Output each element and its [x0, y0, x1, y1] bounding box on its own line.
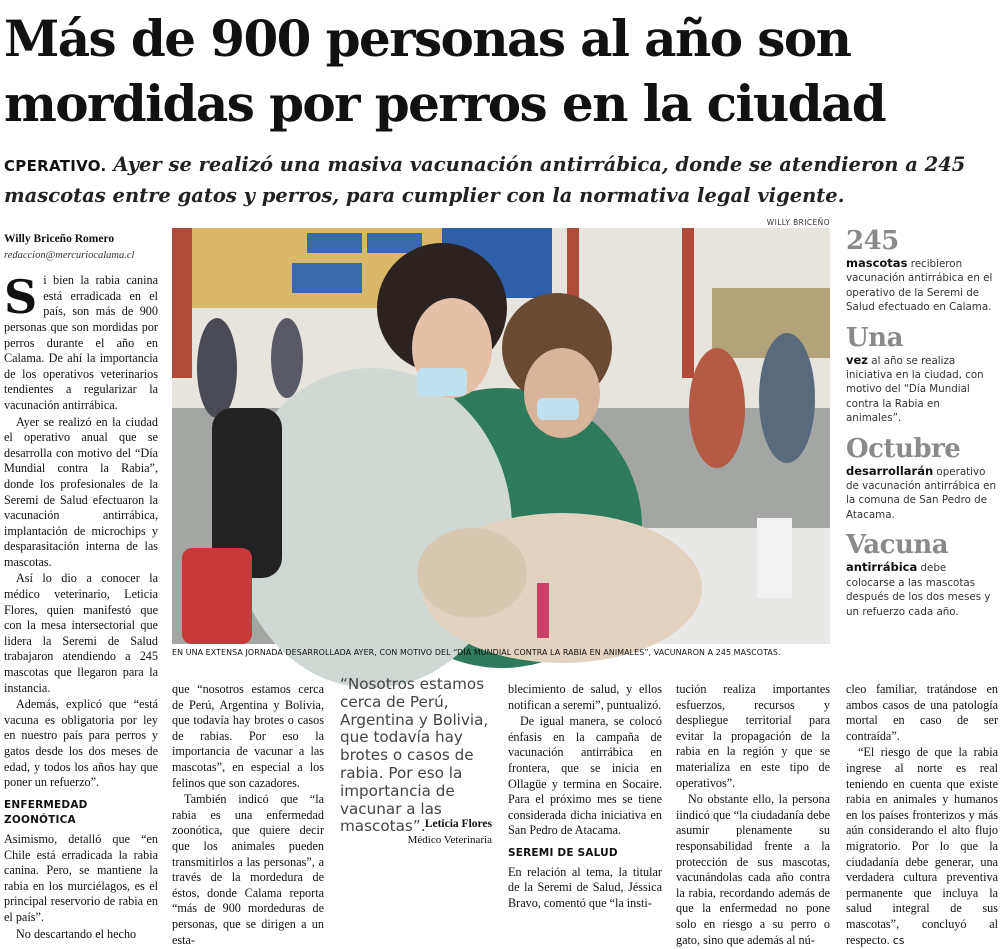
fact-number: 245: [846, 226, 899, 256]
paragraph: cleo familiar, tratándose en ambos casos de una patología mortal en caso de ser contraída”.: [846, 682, 998, 743]
photo-credit: WILLY BRICEÑO: [766, 218, 830, 227]
vaccination-scene-illustration: [172, 228, 830, 644]
paragraph: tución realiza importantes esfuerzos, recursos y despliegue territorial para evitar la propagación de la rabia en la región y que se materializa en este tipo de operativos”.: [676, 682, 830, 790]
fact-text: desarrollarán operativo de vacunación antirrábica en la comuna de San Pedro de Atacama.: [846, 463, 997, 521]
article-column-4: [508, 682, 662, 912]
paragraph: Asimismo, detalló que “en Chile está erradicada la rabia canina. Pero, se mantiene la rabia en los murciélagos, es el principal reservorio de rabia en el país”.: [4, 831, 158, 924]
pull-quote-name: Leticia Flores: [424, 818, 492, 830]
paragraph: No descartando el hecho: [16, 926, 137, 941]
pull-quote-role: Médico Veterinaria: [407, 834, 492, 846]
fact-number: Vacuna: [846, 530, 949, 561]
deck-text: Ayer se realizó una masiva vacunación antirrábica, donde se atendieron a 245 mascotas entre gatos y perros, para cumplier con la normativa legal vigente.: [4, 153, 966, 207]
paragraph: De igual manera, se colocó énfasis en la campaña de vacunación antirrábica en frontera, que se inicia en Ollagüe y termina en Socaire. Para el próximo mes se tiene considerada dicha iniciativa en San Pedro de Atacama.: [508, 714, 662, 838]
fact-text: mascotas recibieron vacunación antirrábica en el operativo de la Seremi de Salud efectuado en Calama.: [846, 256, 993, 314]
deck: [4, 150, 994, 210]
paragraph: Además, explicó que “está vacuna es obligatoria por ley en nuestro país para perros y gatos desde los dos meses de edad, y todos los años hay que poner un refuerzo”.: [4, 697, 158, 790]
headline: Más de 900 personas al año son mordidas por perros en la ciudad: [4, 9, 886, 133]
deck-kicker: CPERATIVO.: [4, 157, 107, 175]
paragraph: Ayer se realizó en la ciudad el operativo anual que se desarrolla con motivo del “Día Mundial contra la Rabia”, donde los profesionales de la Seremi de Salud efectuaron la vacunación antirrábica, implantación de microchips y desparasitación interna de las mascotas.: [4, 414, 158, 569]
article-column-2: [172, 682, 324, 949]
fact-item: [846, 530, 998, 619]
paragraph: Así lo dio a conocer la médico veterinario, Leticia Flores, quien manifestó que con la mesa intersectorial que lidera la Seremi de Salud trabajaron atendiendo a 245 mascotas que llegaron para la instancia.: [4, 571, 158, 695]
byline-name: Willy Briceño Romero: [4, 233, 115, 245]
paragraph: que “nosotros estamos cerca de Perú, Argentina y Bolivia, que todavía hay brotes o casos de rabias. Por eso la importancia de vacunar a las mascotas”, en especial a los felinos que son cazadores.: [172, 682, 324, 790]
paragraph: blecimiento de salud, y ellos notifican a seremi”, puntualizó.: [508, 682, 662, 712]
article-column-1: [4, 232, 158, 943]
drop-cap: S: [4, 270, 38, 325]
fact-item: [846, 226, 998, 315]
pull-quote: “Nosotros estamos cerca de Perú, Argentina y Bolivia, que todavía hay brotes o casos de rabia. Por eso la importancia de vacunar a las mascotas”.: [340, 675, 489, 836]
fact-text: antirrábica debe colocarse a las mascotas después de los dos meses y un refuerzo cada año.: [846, 560, 991, 618]
end-mark: cs: [892, 933, 905, 947]
paragraph: Si bien la rabia canina está erradicada en el país, son más de 900 personas que son mordidas por perros durante el año en Calama. De ahí la importancia de los operativos veterinarios tendientes a regularizar la vacunación antirrábica.: [4, 270, 158, 412]
byline-email: redaccion@mercuriocalama.cl: [4, 249, 135, 261]
article-column-5: [676, 682, 830, 949]
facts-sidebar: [846, 226, 998, 627]
paragraph: En relación al tema, la titular de la Seremi de Salud, Jéssica Bravo, comentó que “la insti-: [508, 864, 662, 910]
paragraph: También indicó que “la rabia es una enfermedad zoonótica, que quiere decir que los animales pueden transmitirlos a las personas”, a través de la mordedura de éstos, donde Calama reporta “más de 900 mordeduras de personas, que se dirigen a un esta-: [172, 792, 324, 947]
paragraph: “El riesgo de que la rabia ingrese al norte es real teniendo en cuenta que existe rabia en animales y humanos en los países fronterizos y más aún considerando el alto flujo migratorio. Por lo que la ciudadanía debe generar, una verdadera cultura preventiva permanente que incluya la salud integral de sus mascotas”, concluyó al respecto. cs: [846, 745, 998, 947]
paragraph: No obstante ello, la persona iindicó que “la ciudadanía debe asumir plenamente su responsabilidad frente a la protección de sus mascotas, vacunándolas cada año contra la rabia, recordando además de que la enfermedad no pone solo en riesgo a su perro o gato, sino que además al nú-: [676, 792, 830, 947]
photo-caption: EN UNA EXTENSA JORNADA DESARROLLADA AYER, CON MOTIVO DEL “DÍA MUNDIAL CONTRA LA RABIA EN ANIMALES”, VACUNARON A 245 MASCOTAS.: [172, 648, 781, 657]
article-column-6: [846, 682, 998, 949]
fact-number: Octubre: [846, 433, 961, 464]
fact-item: [846, 323, 998, 426]
subhead: ENFERMEDAD ZOONÓTICA: [4, 798, 88, 827]
fact-text: vez al año se realiza iniciativa en la ciudad, con motivo del “Día Mundial contra la Rabia en animales”.: [846, 352, 984, 425]
fact-number: Una: [846, 322, 903, 353]
fact-item: [846, 434, 998, 523]
subhead: SEREMI DE SALUD: [508, 846, 618, 859]
news-photo: [172, 228, 830, 644]
